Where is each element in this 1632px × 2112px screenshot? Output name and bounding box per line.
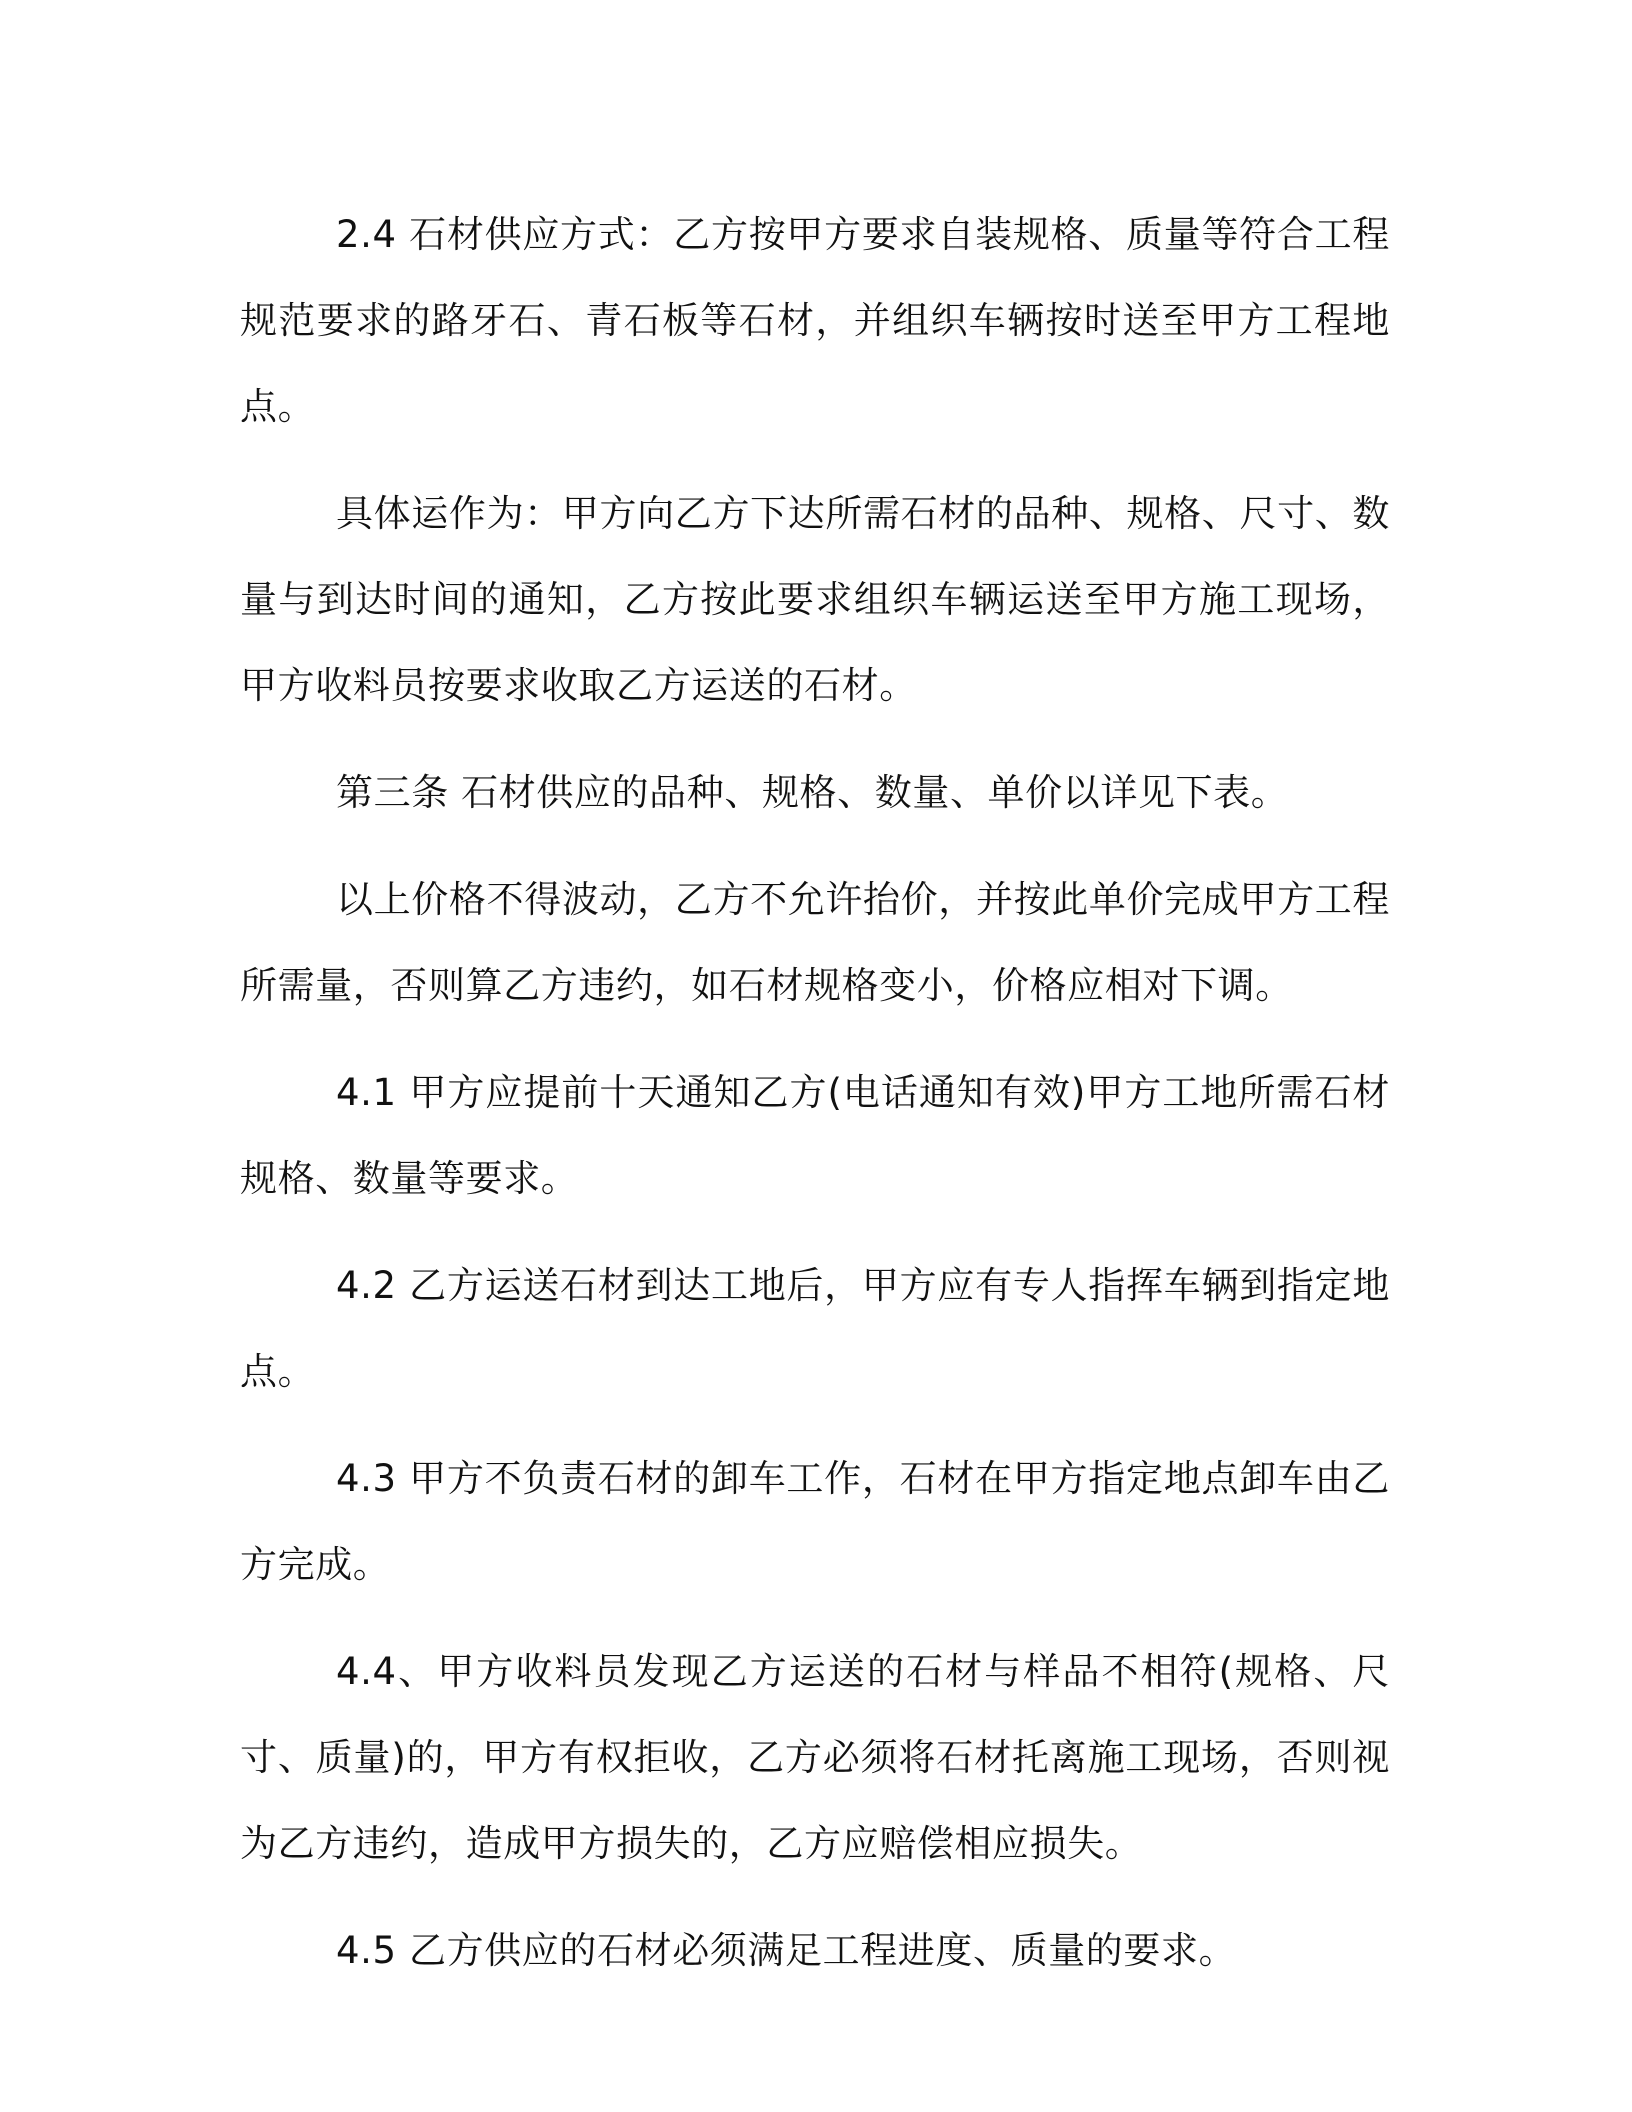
clause-4-5: 4.5 乙方供应的石材必须满足工程进度、质量的要求。 xyxy=(336,1929,1237,1972)
clause-4-2: 4.2 乙方运送石材到达工地后，甲方应有专人指挥车辆到指定地点。 xyxy=(240,1264,1390,1393)
price-fixed-clause: 以上价格不得波动，乙方不允许抬价，并按此单价完成甲方工程所需量，否则算乙方违约，如石材规格变小，价格应相对下调。 xyxy=(240,878,1390,1007)
clause-4-1: 4.1 甲方应提前十天通知乙方(电话通知有效)甲方工地所需石材规格、数量等要求。 xyxy=(240,1071,1390,1200)
clause-4-3: 4.3 甲方不负责石材的卸车工作，石材在甲方指定地点卸车由乙方完成。 xyxy=(240,1457,1390,1586)
document-page xyxy=(240,192,1390,1994)
operation-procedure: 具体运作为：甲方向乙方下达所需石材的品种、规格、尺寸、数量与到达时间的通知，乙方按此要求组织车辆运送至甲方施工现场，甲方收料员按要求收取乙方运送的石材。 xyxy=(240,492,1390,707)
clause-4-4: 4.4、甲方收料员发现乙方运送的石材与样品不相符(规格、尺寸、质量)的，甲方有权拒收，乙方必须将石材托离施工现场，否则视为乙方违约，造成甲方损失的，乙方应赔偿相应损失。 xyxy=(240,1650,1390,1865)
clause-2-4-supply-method: 2.4 石材供应方式：乙方按甲方要求自装规格、质量等符合工程规范要求的路牙石、青石板等石材，并组织车辆按时送至甲方工程地点。 xyxy=(240,213,1390,428)
article-3-table-reference: 第三条 石材供应的品种、规格、数量、单价以详见下表。 xyxy=(336,771,1289,814)
